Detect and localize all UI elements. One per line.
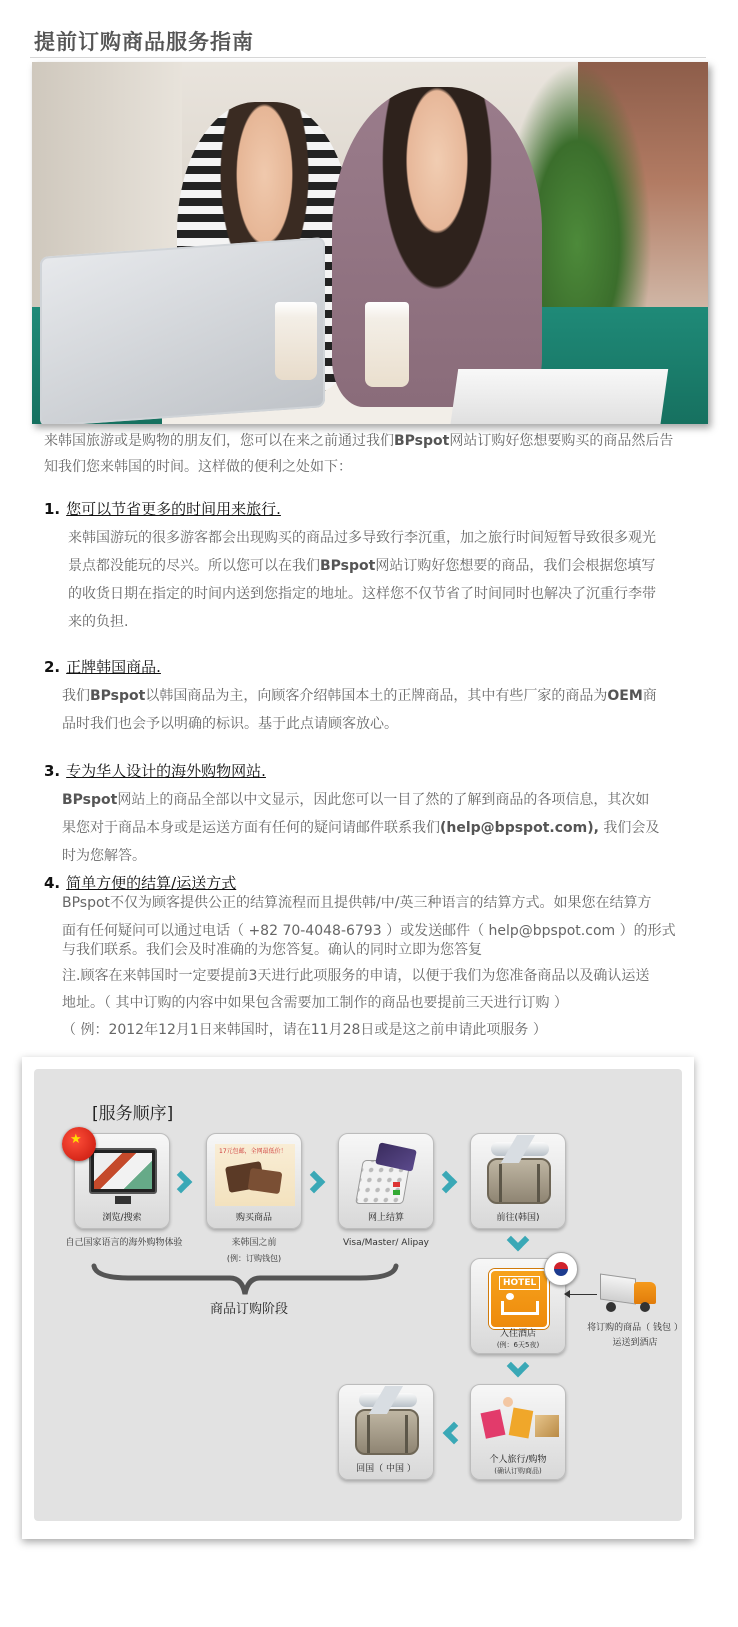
step-shopping: 个人旅行/购物 (确认订购商品) <box>470 1384 566 1480</box>
luggage-icon <box>487 1158 551 1204</box>
step-pay: 网上结算 <box>338 1133 434 1229</box>
page-title: 提前订购商品服务指南 <box>34 30 254 54</box>
step-pay-sub: Visa/Master/ Alipay <box>342 1238 430 1248</box>
step-go-korea: 前往(韩国) <box>470 1133 566 1229</box>
stage-brace <box>90 1262 400 1298</box>
luggage-icon <box>355 1409 419 1455</box>
card-terminal-icon <box>355 1146 419 1204</box>
delivery-truck-icon <box>600 1272 660 1314</box>
monitor-icon <box>89 1148 157 1194</box>
section-4-text: BPspot不仅为顾客提供公正的结算流程而且提供韩/中/英三种语言的结算方式。如果您在结算方 面有任何疑问可以通过电话（ +82 70-4048-6793 ）或发送邮件（ help@bpspot.com ）的形式 与我们联系。我们会及时准确的为您答复。确认的同时立即为您答复 注.顾客在来韩国时一定要提前3天进行此项服务的申请，以便于我们为您准备商品以及确认运送 地址。（ 其中订购的内容中如果包含需要加工制作的商品也要提前三天进行订购 ） （ 例：2012年12月1日来韩国时，请在11月28日或是这之前申请此项服务 ） <box>62 895 676 1038</box>
step-buy-sub: 来韩国之前 (例：订购钱包) <box>226 1238 282 1263</box>
step-browse: 浏览/搜索 <box>74 1133 170 1229</box>
hero-photo <box>32 62 708 424</box>
korea-flag-icon <box>544 1252 578 1286</box>
section-4-heading: 4. 简单方便的结算/运送方式 <box>44 874 237 892</box>
delivery-note: 将订购的商品（ 钱包 ） 运送到酒店 <box>587 1323 683 1348</box>
section-2-text: 我们BPspot以韩国商品为主，向顾客介绍韩国本土的正牌商品，其中有些厂家的商品为OEM商品时我们也会予以明确的标识。基于此点请顾客放心。 <box>62 688 657 732</box>
stage-label: 商品订购阶段 <box>210 1302 289 1317</box>
step-browse-sub: 自己国家语言的海外购物体验 <box>65 1238 183 1248</box>
title-divider <box>30 57 706 58</box>
service-flow-title: [服务顺序] <box>92 1104 174 1124</box>
intro-paragraph: 来韩国旅游或是购物的朋友们，您可以在来之前通过我们BPspot网站订购好您想要购买的商品然后告知我们您来韩国的时间。这样做的便利之处如下： <box>44 433 674 475</box>
section-1-heading: 1. 您可以节省更多的时间用来旅行. <box>44 500 281 518</box>
airplane-icon <box>359 1393 417 1407</box>
section-2-heading: 2. 正牌韩国商品. <box>44 658 161 676</box>
hotel-icon: HOTEL <box>489 1269 549 1329</box>
airplane-icon <box>491 1142 549 1156</box>
shopping-icon <box>477 1393 561 1455</box>
step-return: 回国（ 中国 ） <box>338 1384 434 1480</box>
china-flag-icon <box>62 1127 96 1161</box>
step-hotel: HOTEL 入住酒店 (例：6天5夜) <box>470 1258 566 1354</box>
section-3-text: BPspot网站上的商品全部以中文显示，因此您可以一目了然的了解到商品的各项信息，其次如果您对于商品本身或是运送方面有任何的疑问请邮件联系我们(help@bpspot.com), 我们会及时为您解答。 <box>62 792 660 864</box>
delivery-pointer <box>565 1294 597 1295</box>
step-buy: 17元包邮，全网最低价！ 购买商品 <box>206 1133 302 1229</box>
section-3-heading: 3. 专为华人设计的海外购物网站. <box>44 762 266 780</box>
wallet-icon: 17元包邮，全网最低价！ <box>215 1144 295 1206</box>
section-1-text: 来韩国游玩的很多游客都会出现购买的商品过多导致行李沉重，加之旅行时间短暂导致很多观光景点都没能玩的尽兴。所以您可以在我们BPspot网站订购好您想要的商品，我们会根据您填写的收货日期在指定的时间内送到您指定的地址。这样您不仅节省了时间同时也解决了沉重行李带来的负担. <box>68 530 656 630</box>
